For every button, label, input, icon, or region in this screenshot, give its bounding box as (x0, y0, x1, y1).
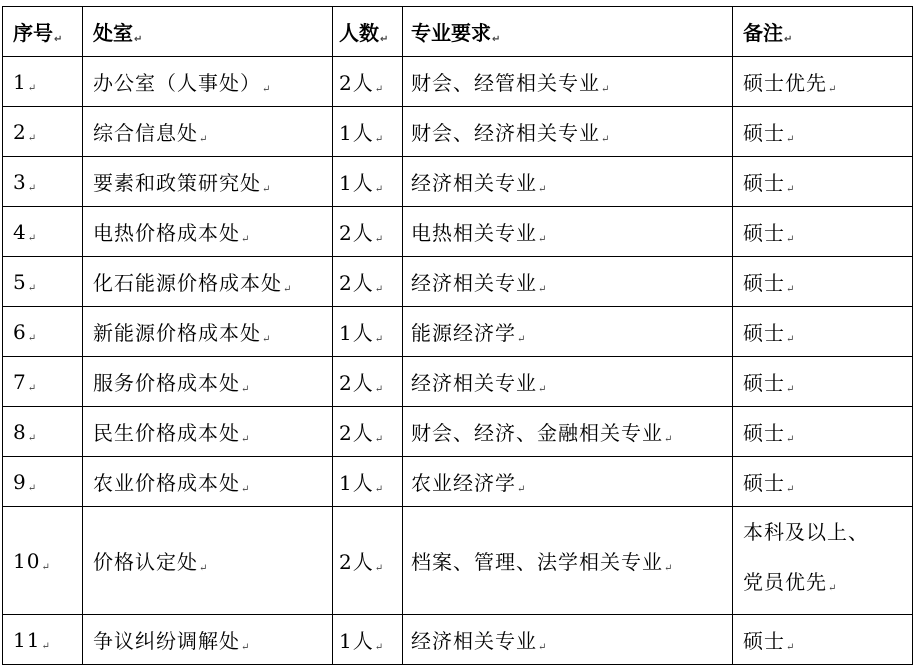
cell-major: 经济相关专业↵ (403, 357, 733, 407)
cell-office: 争议纠纷调解处↵ (83, 615, 333, 665)
recruitment-table (2, 6, 913, 665)
cell-major: 财会、经济相关专业↵ (403, 107, 733, 157)
table-row (3, 407, 913, 457)
cell-office: 新能源价格成本处↵ (83, 307, 333, 357)
cell-serial: 10↵ (3, 507, 83, 615)
cell-serial: 2↵ (3, 107, 83, 157)
cell-office: 综合信息处↵ (83, 107, 333, 157)
cell-notes: 硕士↵ (733, 457, 913, 507)
cell-serial: 1↵ (3, 57, 83, 107)
cell-major: 财会、经济、金融相关专业↵ (403, 407, 733, 457)
cell-serial: 9↵ (3, 457, 83, 507)
cell-office: 电热价格成本处↵ (83, 207, 333, 257)
table-row (3, 257, 913, 307)
cell-major: 经济相关专业↵ (403, 257, 733, 307)
cell-major: 档案、管理、法学相关专业↵ (403, 507, 733, 615)
table-row (3, 207, 913, 257)
cell-office: 服务价格成本处↵ (83, 357, 333, 407)
cell-office: 价格认定处↵ (83, 507, 333, 615)
cell-serial: 4↵ (3, 207, 83, 257)
cell-count: 2人↵ (333, 57, 403, 107)
cell-major: 能源经济学↵ (403, 307, 733, 357)
cell-office: 化石能源价格成本处↵ (83, 257, 333, 307)
cell-count: 1人↵ (333, 157, 403, 207)
table-row (3, 57, 913, 107)
cell-notes: 硕士↵ (733, 207, 913, 257)
header-serial: 序号↵ (3, 7, 83, 57)
table-row (3, 107, 913, 157)
cell-office: 农业价格成本处↵ (83, 457, 333, 507)
table-header-row (3, 7, 913, 57)
cell-major: 农业经济学↵ (403, 457, 733, 507)
cell-office: 办公室（人事处）↵ (83, 57, 333, 107)
header-office: 处室↵ (83, 7, 333, 57)
cell-count: 1人↵ (333, 307, 403, 357)
table-row (3, 307, 913, 357)
header-notes: 备注↵ (733, 7, 913, 57)
cell-serial: 11↵ (3, 615, 83, 665)
table-row (3, 615, 913, 665)
cell-major: 经济相关专业↵ (403, 157, 733, 207)
cell-notes (733, 507, 913, 615)
cell-notes: 硕士优先↵ (733, 57, 913, 107)
cell-count: 2人↵ (333, 207, 403, 257)
cell-major: 经济相关专业↵ (403, 615, 733, 665)
cell-notes: 硕士↵ (733, 257, 913, 307)
cell-major: 财会、经管相关专业↵ (403, 57, 733, 107)
cell-count: 1人↵ (333, 107, 403, 157)
cell-serial: 6↵ (3, 307, 83, 357)
header-major: 专业要求↵ (403, 7, 733, 57)
cell-count: 2人↵ (333, 257, 403, 307)
table-row (3, 357, 913, 407)
cell-count: 1人↵ (333, 457, 403, 507)
header-count: 人数↵ (333, 7, 403, 57)
cell-notes-line-2: 党员优先↵ (743, 570, 837, 594)
cell-notes: 硕士↵ (733, 307, 913, 357)
cell-notes: 硕士↵ (733, 107, 913, 157)
cell-notes: 硕士↵ (733, 357, 913, 407)
cell-notes-line-1: 本科及以上、 (743, 520, 869, 544)
cell-count: 2人↵ (333, 357, 403, 407)
cell-count: 2人↵ (333, 407, 403, 457)
cell-major: 电热相关专业↵ (403, 207, 733, 257)
cell-serial: 8↵ (3, 407, 83, 457)
cell-office: 民生价格成本处↵ (83, 407, 333, 457)
cell-office: 要素和政策研究处↵ (83, 157, 333, 207)
table-row (3, 457, 913, 507)
cell-notes: 硕士↵ (733, 157, 913, 207)
table-row (3, 507, 913, 615)
cell-count: 2人↵ (333, 507, 403, 615)
cell-serial: 7↵ (3, 357, 83, 407)
cell-count: 1人↵ (333, 615, 403, 665)
cell-serial: 3↵ (3, 157, 83, 207)
cell-serial: 5↵ (3, 257, 83, 307)
cell-notes: 硕士↵ (733, 407, 913, 457)
table-row (3, 157, 913, 207)
cell-notes: 硕士↵ (733, 615, 913, 665)
